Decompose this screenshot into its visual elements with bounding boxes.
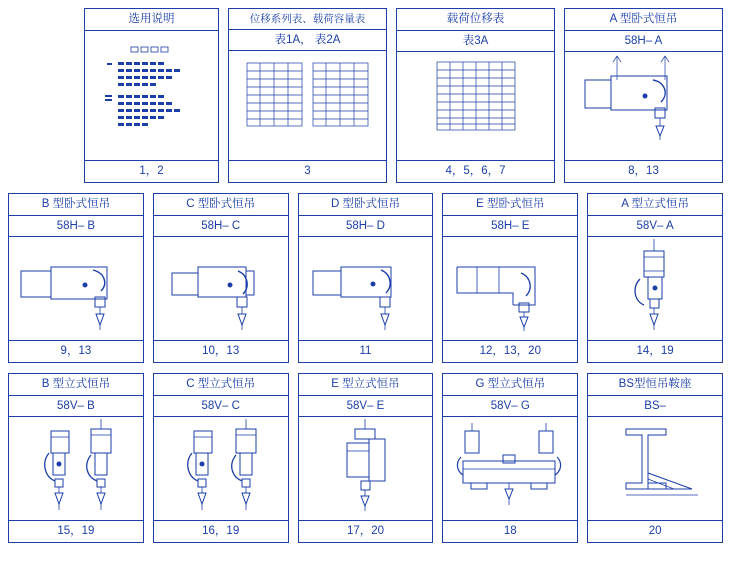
card-subheader: 58V– G: [443, 396, 577, 418]
card-footer: 20: [588, 520, 722, 543]
card-footer: 14，19: [588, 340, 722, 363]
card-row-3: [0, 363, 731, 543]
card-subheader: 58H– E: [443, 216, 577, 238]
card-header: A 型卧式恒吊: [565, 9, 722, 31]
card-subheader: 58H– C: [154, 216, 288, 238]
card-figure: [397, 52, 554, 160]
card-footer: 8，13: [565, 160, 722, 183]
card-header: C 型卧式恒吊: [154, 194, 288, 216]
card-figure: [229, 51, 386, 160]
card-header: D 型卧式恒吊: [299, 194, 433, 216]
card-subheader: 58V– E: [299, 396, 433, 418]
row-left-spacer: [8, 8, 75, 183]
card-footer: 18: [443, 520, 577, 543]
card-displacement-series-tables[interactable]: [228, 8, 387, 183]
card-row-2: [0, 183, 731, 363]
card-subheader: BS–: [588, 396, 722, 418]
card-footer: 17，20: [299, 520, 433, 543]
card-type-e-vertical[interactable]: [298, 373, 434, 543]
card-type-c-horizontal[interactable]: [153, 193, 289, 363]
card-figure: [9, 237, 143, 340]
card-subheader: 58H– A: [565, 31, 722, 53]
card-header: 位移系列表、载荷容量表: [229, 9, 386, 30]
card-subheader: 58V– B: [9, 396, 143, 418]
card-header: B 型卧式恒吊: [9, 194, 143, 216]
card-figure: [588, 417, 722, 520]
card-header: E 型立式恒吊: [299, 374, 433, 396]
card-footer: 16，19: [154, 520, 288, 543]
card-type-bs-saddle[interactable]: [587, 373, 723, 543]
card-type-a-vertical[interactable]: [587, 193, 723, 363]
card-figure: [299, 417, 433, 520]
card-subheader: 58V– A: [588, 216, 722, 238]
card-footer: 12，13，20: [443, 340, 577, 363]
card-footer: 10，13: [154, 340, 288, 363]
card-footer: 15，19: [9, 520, 143, 543]
card-subheader: 58V– C: [154, 396, 288, 418]
card-footer: 4，5，6，7: [397, 160, 554, 183]
card-figure: [154, 237, 288, 340]
card-header: A 型立式恒吊: [588, 194, 722, 216]
card-header: C 型立式恒吊: [154, 374, 288, 396]
card-figure: [443, 417, 577, 520]
card-footer: 11: [299, 340, 433, 363]
card-header: 选用说明: [85, 9, 218, 31]
card-header: G 型立式恒吊: [443, 374, 577, 396]
card-figure: [85, 31, 218, 160]
card-header: B 型立式恒吊: [9, 374, 143, 396]
card-type-c-vertical[interactable]: [153, 373, 289, 543]
card-footer: 1，2: [85, 160, 218, 183]
card-header: E 型卧式恒吊: [443, 194, 577, 216]
card-subheader: 表1A， 表2A: [229, 30, 386, 52]
card-header: BS型恒吊鞍座: [588, 374, 722, 396]
card-footer: 9，13: [9, 340, 143, 363]
card-figure: [9, 417, 143, 520]
card-type-e-horizontal[interactable]: [442, 193, 578, 363]
card-footer: 3: [229, 160, 386, 183]
card-type-g-vertical[interactable]: [442, 373, 578, 543]
card-header: 载荷位移表: [397, 9, 554, 31]
card-type-d-horizontal[interactable]: [298, 193, 434, 363]
card-figure: [565, 52, 722, 160]
card-selection-notes[interactable]: [84, 8, 219, 183]
card-type-b-vertical[interactable]: [8, 373, 144, 543]
card-type-a-horizontal[interactable]: [564, 8, 723, 183]
card-figure: [443, 237, 577, 340]
card-figure: [299, 237, 433, 340]
card-load-displacement-table[interactable]: [396, 8, 555, 183]
card-subheader: 58H– D: [299, 216, 433, 238]
card-figure: [588, 237, 722, 340]
card-figure: [154, 417, 288, 520]
card-row-1: [0, 0, 731, 183]
card-subheader: 58H– B: [9, 216, 143, 238]
card-subheader: 表3A: [397, 31, 554, 53]
card-type-b-horizontal[interactable]: [8, 193, 144, 363]
